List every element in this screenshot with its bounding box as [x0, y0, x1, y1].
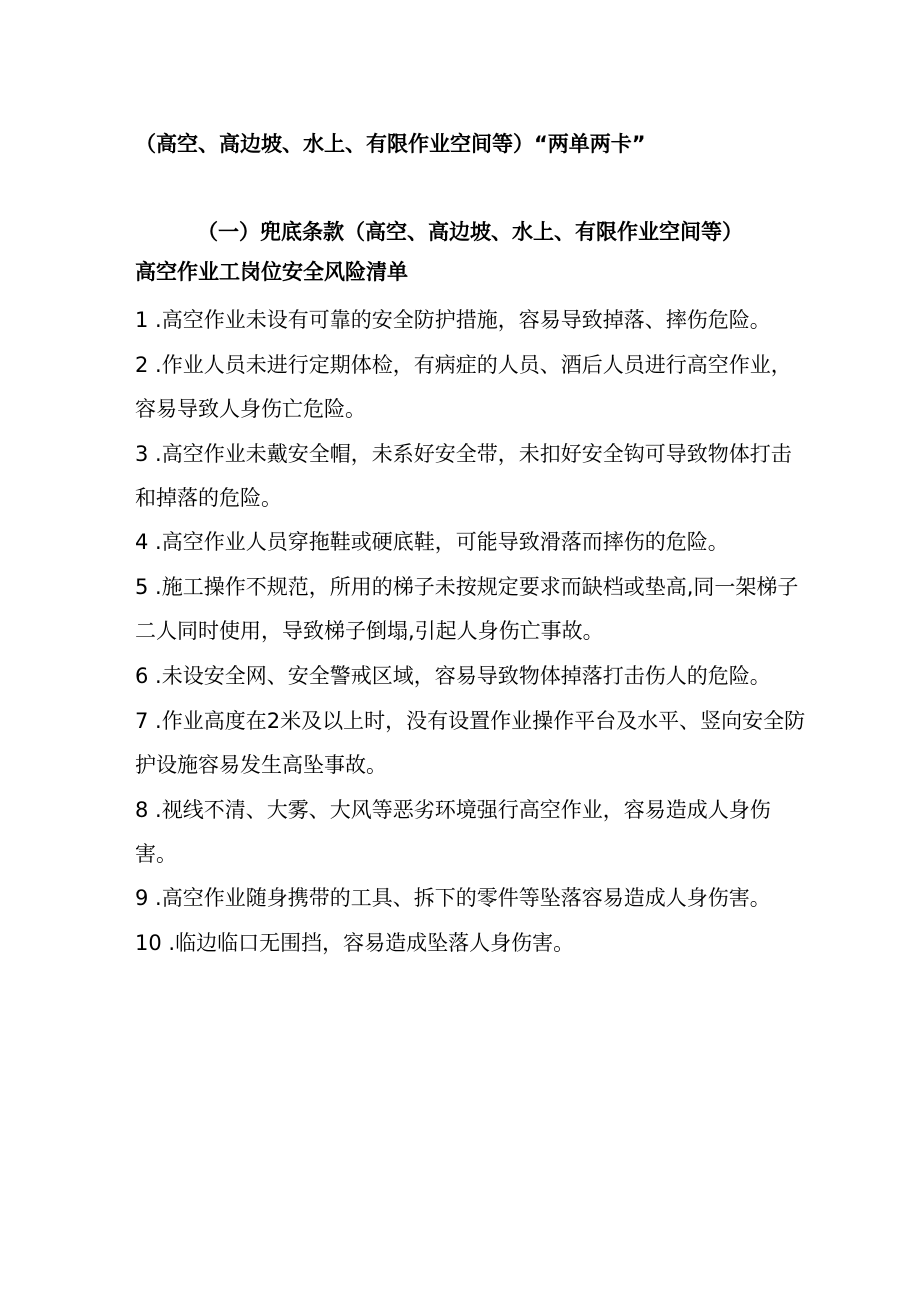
- risk-item-number: 10: [135, 931, 162, 956]
- risk-item-1: [135, 298, 810, 342]
- risk-item-9: [135, 876, 810, 920]
- risk-item-number: 9: [135, 886, 149, 911]
- section-heading-line-1: （一）兜底条款（高空、高边坡、水上、有限作业空间等）: [197, 220, 743, 244]
- risk-item-text: 视线不清、大雾、大风等恶劣环境强行高空作业，容易造成人身伤害。: [135, 797, 771, 866]
- risk-item-number: 8: [135, 797, 149, 822]
- risk-item-text: 高空作业未设有可靠的安全防护措施，容易导致掉落、摔伤危险。: [161, 308, 771, 332]
- risk-item-10: [135, 921, 810, 965]
- risk-item-text: 高空作业人员穿拖鞋或硬底鞋，可能导致滑落而摔伤的危险。: [161, 530, 729, 555]
- section-heading-line-2: 高空作业工岗位安全风险清单: [135, 260, 408, 284]
- section-heading: [135, 212, 810, 292]
- risk-item-6: [135, 654, 810, 698]
- risk-item-number: 2: [135, 352, 149, 377]
- risk-item-2: [135, 343, 810, 431]
- risk-item-text: 作业人员未进行定期体检，有病症的人员、酒后人员进行高空作业，容易导致人身伤亡危险。: [135, 352, 792, 421]
- risk-item-text: 高空作业随身携带的工具、拆下的零件等坠落容易造成人身伤害。: [161, 886, 771, 911]
- risk-item-text: 施工操作不规范，所用的梯子未按规定要求而缺档或垫高,同一架梯子二人同时使用，导致梯子倒塌,引起人身伤亡事故。: [135, 575, 799, 644]
- risk-item-number: 3: [135, 441, 149, 466]
- risk-item-text: 临边临口无围挡，容易造成坠落人身伤害。: [175, 931, 575, 956]
- risk-item-separator: .: [148, 530, 162, 555]
- risk-item-number: 7: [135, 708, 149, 733]
- risk-item-7: [135, 699, 810, 787]
- risk-item-8: [135, 788, 810, 876]
- risk-item-text: 未设安全网、安全警戒区域，容易导致物体掉落打击伤人的危险。: [161, 663, 771, 688]
- document-title: （高空、高边坡、水上、有限作业空间等）“两单两卡”: [135, 132, 646, 156]
- risk-item-separator: .: [148, 575, 162, 600]
- risk-item-separator: .: [148, 663, 162, 688]
- risk-item-separator: .: [148, 886, 162, 911]
- risk-item-separator: .: [148, 797, 162, 822]
- risk-item-separator: .: [148, 441, 162, 466]
- risk-item-3: [135, 432, 810, 520]
- risk-item-number: 1: [135, 308, 149, 332]
- risk-item-separator: .: [161, 931, 176, 956]
- risk-item-number: 5: [135, 575, 149, 600]
- risk-item-separator: .: [148, 308, 162, 332]
- risk-item-number: 6: [135, 663, 149, 688]
- risk-item-text: 作业高度在2米及以上时，没有设置作业操作平台及水平、竖向安全防护设施容易发生高坠事故。: [135, 708, 806, 777]
- risk-list: [135, 298, 810, 966]
- risk-item-separator: .: [148, 352, 162, 377]
- risk-item-text: 高空作业未戴安全帽，未系好安全带，未扣好安全钩可导致物体打击和掉落的危险。: [135, 441, 792, 510]
- risk-item-5: [135, 565, 810, 653]
- risk-item-separator: .: [148, 708, 162, 733]
- risk-item-number: 4: [135, 530, 149, 555]
- risk-item-4: [135, 520, 810, 564]
